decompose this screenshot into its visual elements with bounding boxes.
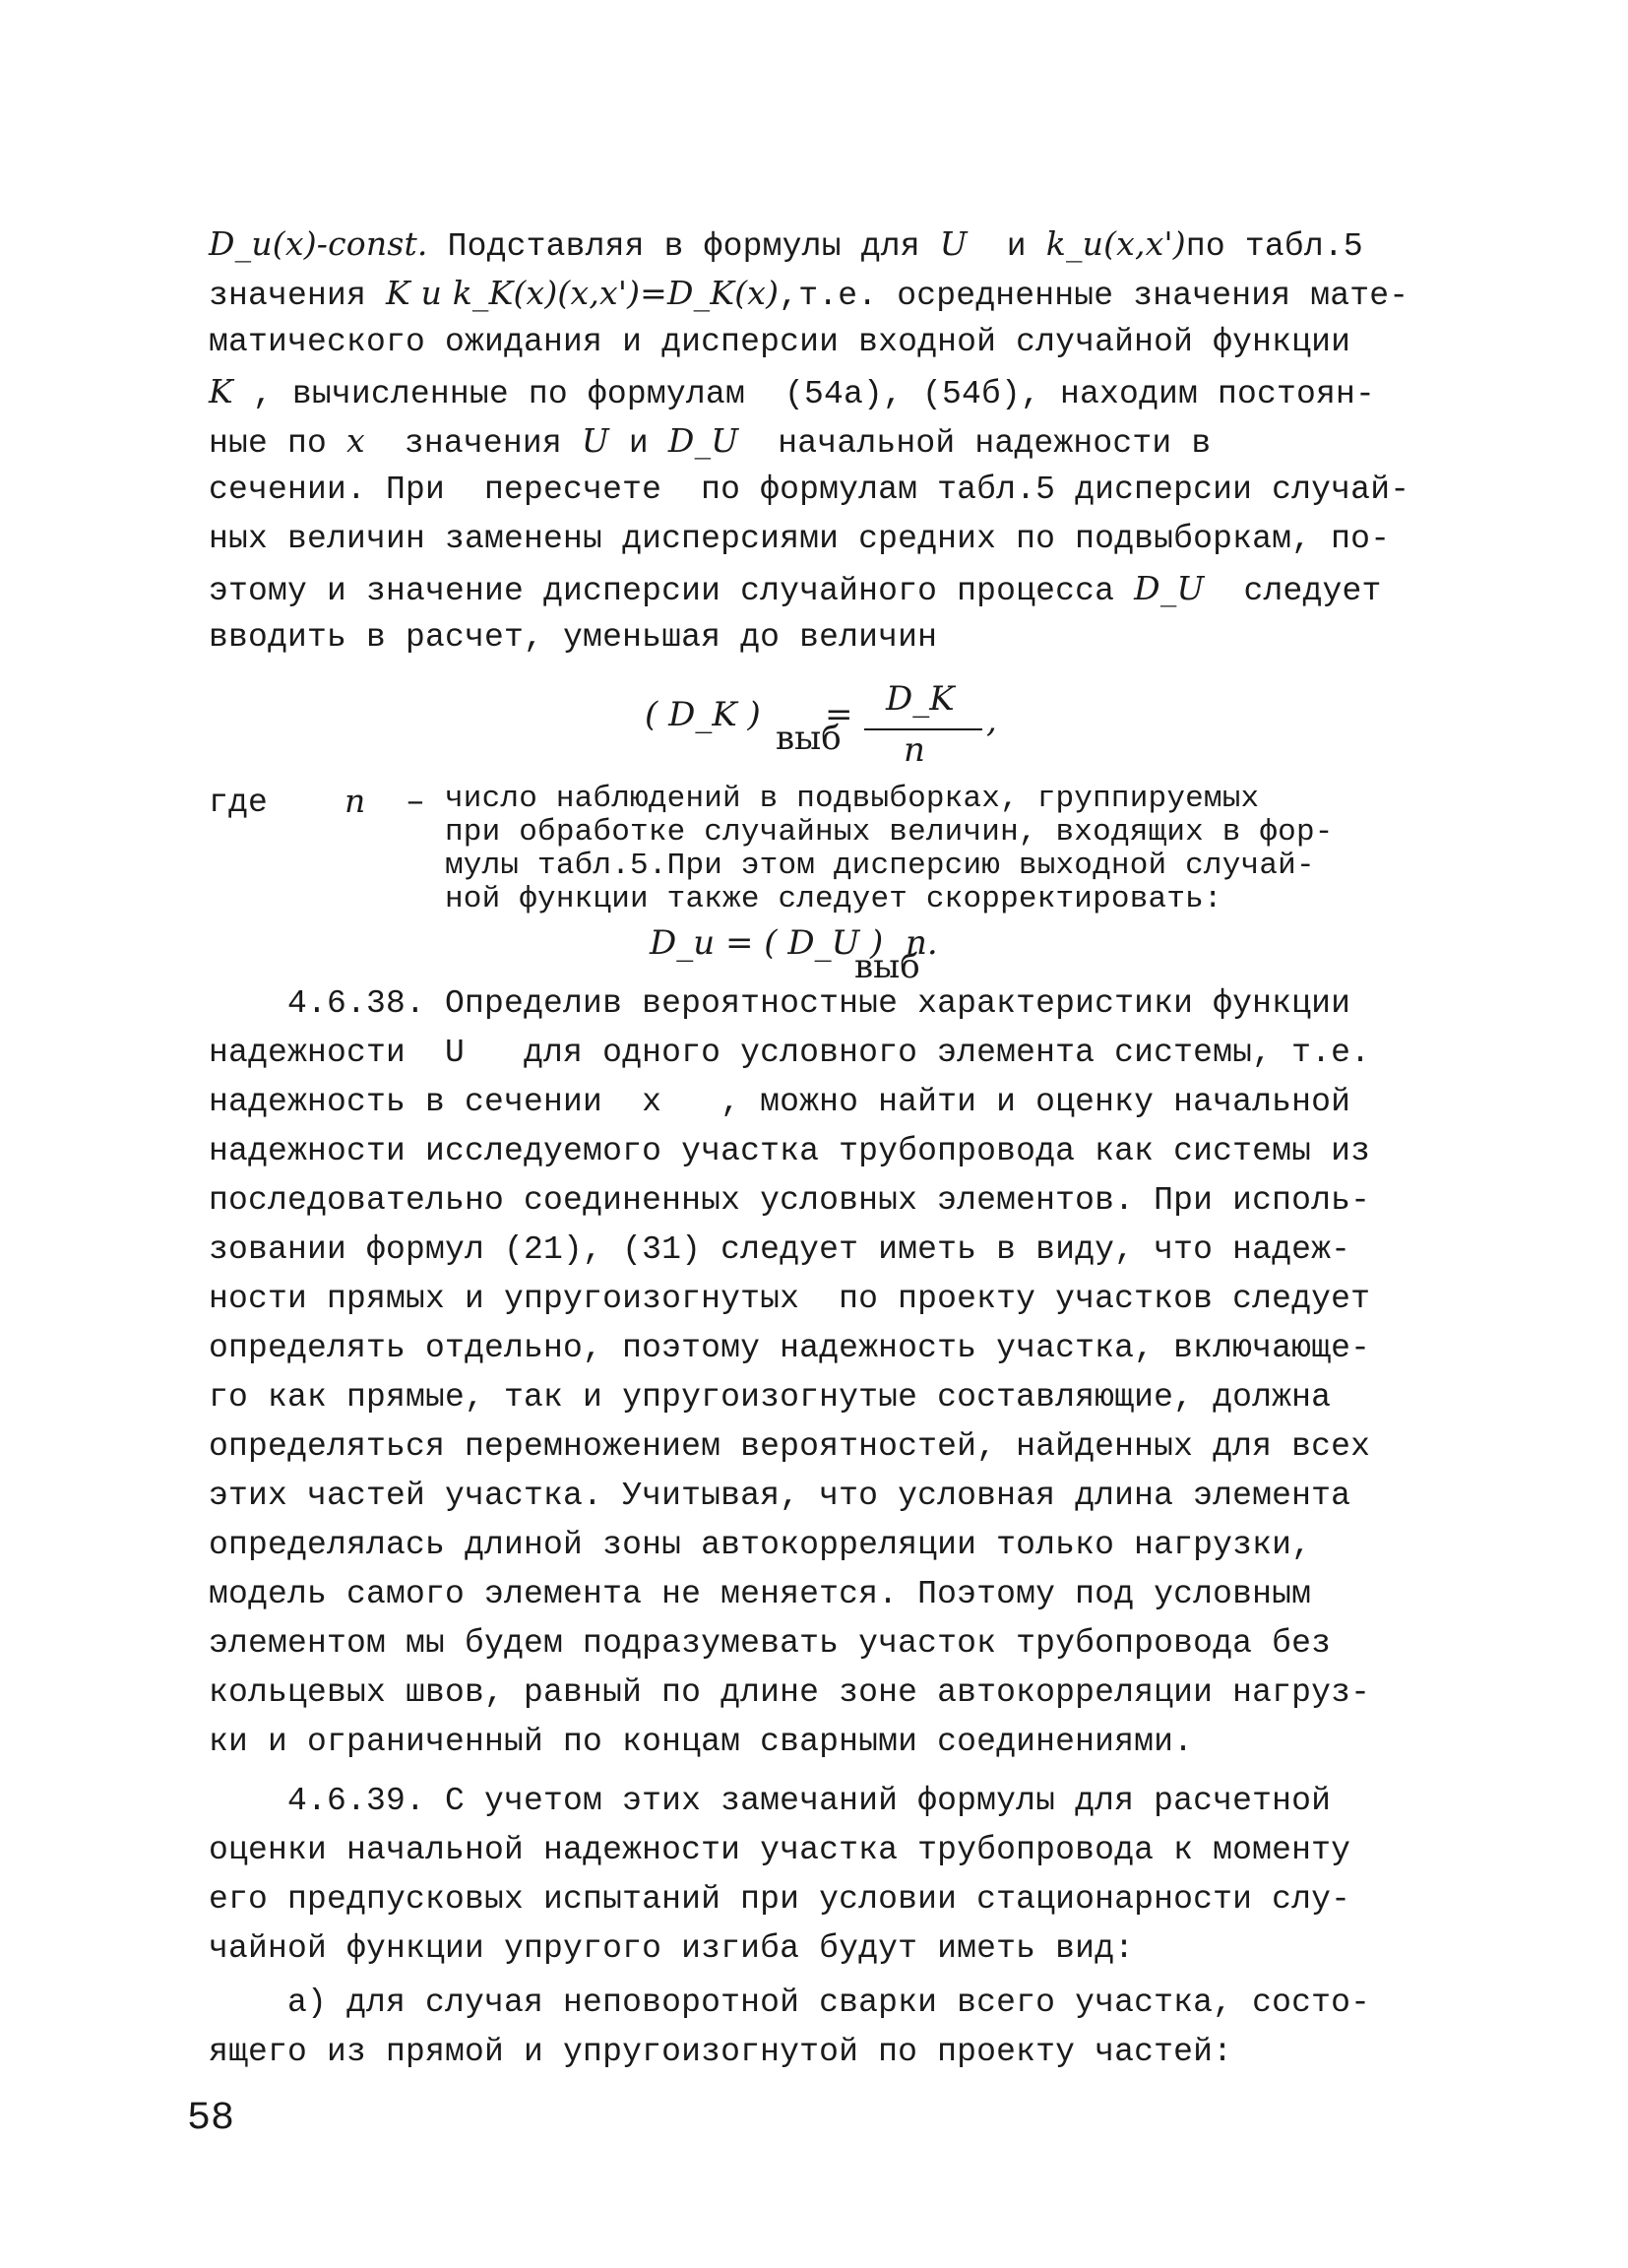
- formula1-denominator: n: [904, 730, 925, 770]
- para3-line: 4.6.39. С учетом этих замечаний формулы для расчетной: [209, 1783, 1332, 1819]
- where-symbol-n: n: [344, 782, 366, 820]
- formula-k-dk: K и k_K(x)(x,x')=D_K(x): [386, 274, 780, 312]
- formula1-sub: выб: [776, 719, 842, 758]
- para1-line-8: этому и значение дисперсии случайного процесса D_U следует: [209, 569, 1382, 609]
- page-number: 58: [187, 2097, 235, 2141]
- where-dash: –: [406, 785, 426, 821]
- para4-line: ящего из прямой и упругоизогнутой по проекту частей:: [209, 2034, 1233, 2070]
- para3-line: его предпусковых испытаний при условии стационарности слу-: [209, 1881, 1351, 1918]
- para2-line: ки и ограниченный по концам сварными соединениями.: [209, 1724, 1194, 1760]
- formula2-lhs: D_u = ( D_U ): [650, 923, 884, 963]
- formula1-eq: =: [825, 695, 853, 734]
- para2-line: го как прямые, так и упругоизогнутые составляющие, должна: [209, 1379, 1332, 1416]
- para1-line-3: матического ожидания и дисперсии входной случайной функции: [209, 324, 1351, 360]
- para2-line: элементом мы будем подразумевать участок трубопровода без: [209, 1625, 1332, 1662]
- para3-line: чайной функции упругого изгиба будут иметь вид:: [209, 1930, 1135, 1967]
- formula1-numerator: D_K: [886, 679, 955, 719]
- para2-line: надежности исследуемого участка трубопровода как системы из: [209, 1133, 1371, 1169]
- para1-line-9: вводить в расчет, уменьшая до величин: [209, 619, 938, 656]
- where-line-1: число наблюдений в подвыборках, группируемых: [445, 782, 1260, 816]
- para1-line-2: значения K и k_K(x)(x,x')=D_K(x),т.е. осредненные значения мате-: [209, 274, 1409, 314]
- formula-du-const: D_u(x)-const.: [209, 224, 428, 263]
- where-word: где: [209, 785, 269, 821]
- formula2-sub: выб: [854, 947, 920, 986]
- para2-line: ности прямых и упругоизогнутых по проекту участков следует: [209, 1281, 1371, 1317]
- formula2-tail: n.: [906, 923, 938, 963]
- where-line-4: ной функции также следует скорректировать:: [445, 882, 1222, 916]
- para2-line: кольцевых швов, равный по длине зоне автокорреляции нагруз-: [209, 1674, 1371, 1711]
- para2-line: этих частей участка. Учитывая, что условная длина элемента: [209, 1478, 1351, 1514]
- para2-line: зовании формул (21), (31) следует иметь в виду, что надеж-: [209, 1231, 1351, 1268]
- formula1-lhs: ( D_K ): [645, 695, 761, 734]
- para2-line: надежности U для одного условного элемента системы, т.е.: [209, 1035, 1371, 1071]
- para2-line: определять отдельно, поэтому надежность участка, включающе-: [209, 1330, 1371, 1366]
- para2-line: надежность в сечении x , можно найти и оценку начальной: [209, 1084, 1351, 1120]
- where-line-2: при обработке случайных величин, входящих в фор-: [445, 815, 1334, 850]
- para3-line: оценки начальной надежности участка трубопровода к моменту: [209, 1832, 1351, 1868]
- para4-line: а) для случая неповоротной сварки всего участка, состо-: [209, 1984, 1371, 2021]
- formula1-comma: ,: [986, 701, 997, 740]
- para2-line: модель самого элемента не меняется. Поэтому под условным: [209, 1576, 1312, 1612]
- para1-line-4: K , вычисленные по формулам (54а), (54б), находим постоян-: [209, 372, 1376, 412]
- para1-line-5: ные по x значения U и D_U начальной надежности в: [209, 421, 1212, 462]
- where-line-3: мулы табл.5.При этом дисперсию выходной случай-: [445, 849, 1315, 883]
- para2-line: определяться перемножением вероятностей, найденных для всех: [209, 1428, 1371, 1465]
- para2-line: 4.6.38. Определив вероятностные характеристики функции: [209, 985, 1351, 1022]
- para2-line: последовательно соединенных условных элементов. При исполь-: [209, 1182, 1371, 1219]
- para2-line: определялась длиной зоны автокорреляции только нагрузки,: [209, 1527, 1312, 1563]
- para1-line-1: D_u(x)-const. Подставляя в формулы для U и k_u(x,x')по табл.5: [209, 224, 1363, 265]
- para1-line-7: ных величин заменены дисперсиями средних по подвыборкам, по-: [209, 521, 1391, 557]
- para1-line-6: сечении. При пересчете по формулам табл.5 дисперсии случай-: [209, 472, 1410, 508]
